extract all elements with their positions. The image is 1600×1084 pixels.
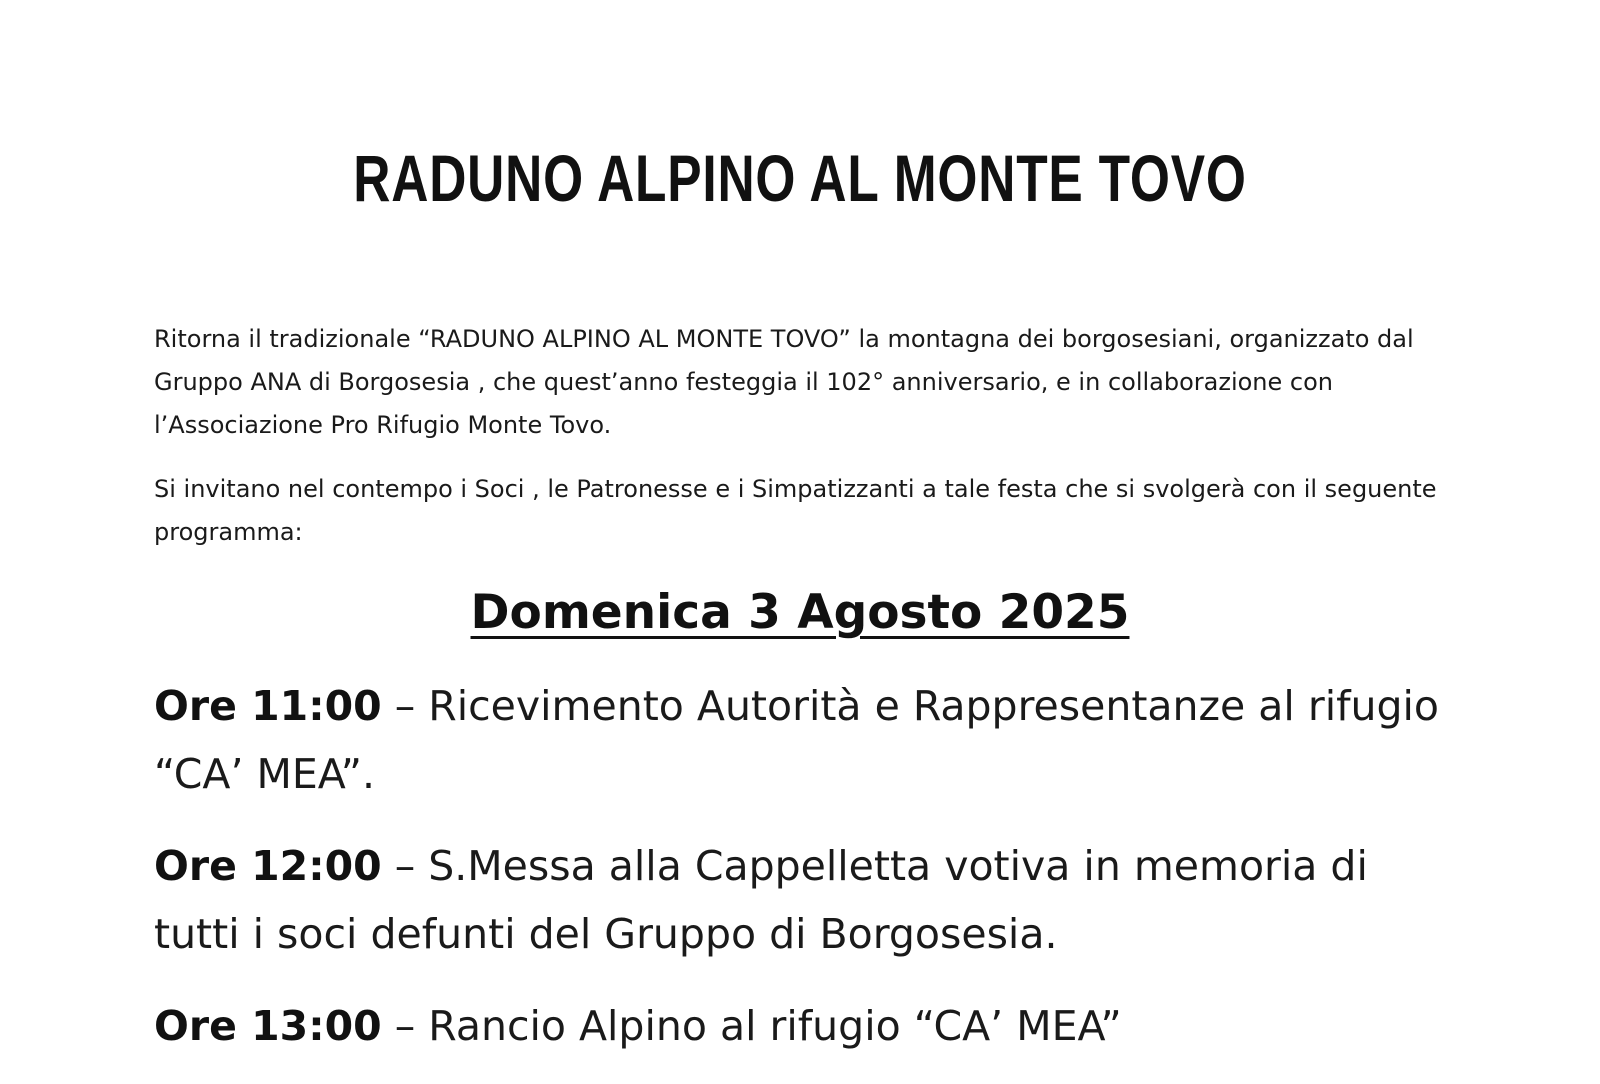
page-title: RADUNO ALPINO AL MONTE TOVO [353, 141, 1247, 215]
schedule-list [154, 672, 1454, 1084]
invite-paragraph: Si invitano nel contempo i Soci , le Patronesse e i Simpatizzanti a tale festa che si svolgerà con il seguente programma: [154, 475, 1437, 546]
schedule-text: Ricevimento Autorità e Rappresentanze al rifugio “CA’ MEA”. [154, 682, 1440, 798]
schedule-item-1300 [154, 992, 1454, 1060]
cropped-header-fragments [0, 0, 1600, 4]
schedule-separator: – [381, 682, 429, 730]
schedule-time: Ore 12:00 [154, 842, 382, 890]
schedule-separator: – [381, 1002, 429, 1050]
schedule-separator: – [381, 842, 429, 890]
schedule-text: S.Messa alla Cappelletta votiva in memoria di tutti i soci defunti del Gruppo di Borgosesia. [154, 842, 1368, 958]
schedule-item-1100 [154, 672, 1454, 808]
schedule-text: Rancio Alpino al rifugio “CA’ MEA” [428, 1002, 1122, 1050]
event-date: Domenica 3 Agosto 2025 [470, 585, 1130, 640]
schedule-item-1200 [154, 832, 1454, 968]
schedule-time: Ore 13:00 [154, 1002, 382, 1050]
event-date-heading [0, 585, 1600, 641]
schedule-time: Ore 11:00 [154, 682, 382, 730]
intro-paragraph: Ritorna il tradizionale “RADUNO ALPINO AL MONTE TOVO” la montagna dei borgosesiani, organizzato dal Gruppo ANA di Borgosesia , che quest’anno festeggia il 102° anniversario, e in collaborazione con l’Associazione Pro Rifugio Monte Tovo. [154, 325, 1414, 439]
